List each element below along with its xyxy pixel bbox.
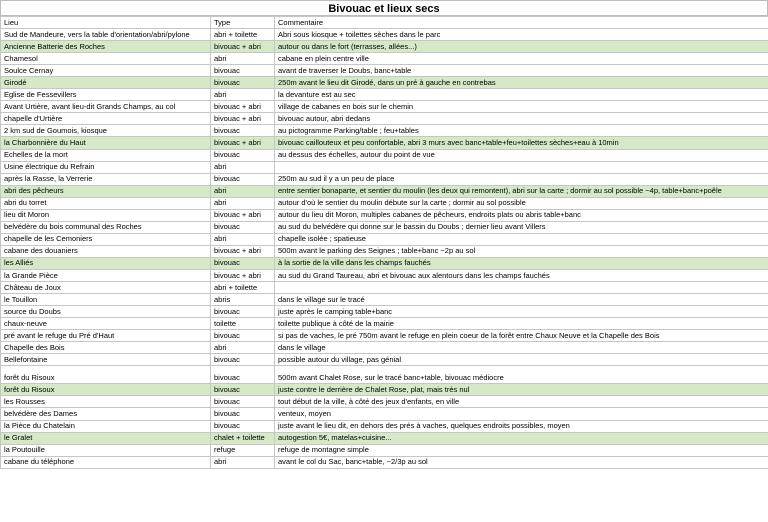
cell-lieu[interactable]: après la Rasse, la Verrerie [1,173,211,185]
table-row [1,420,768,432]
cell-type[interactable]: toilette [211,318,275,330]
cell-type[interactable]: bivouac + abri [211,137,275,149]
cell-type[interactable]: bivouac [211,420,275,432]
cell-commentaire[interactable]: autour d'où le sentier du moulin débute sur la carte ; dormir au sol possible [275,197,768,209]
cell-lieu[interactable]: Avant Urtière, avant lieu-dit Grands Champs, au col [1,101,211,113]
cell-lieu[interactable]: chapelle de les Cemoniers [1,233,211,245]
cell-type[interactable]: abri [211,185,275,197]
cell-lieu[interactable]: belvédère du bois communal des Roches [1,221,211,233]
table-row [1,137,768,149]
table-row [1,173,768,185]
table-row [1,294,768,306]
cell-commentaire[interactable]: autour ou dans le fort (terrasses, allées...) [275,41,768,53]
cell-commentaire[interactable]: juste après le camping table+banc [275,306,768,318]
table-row [1,233,768,245]
cell-lieu[interactable]: forêt du Risoux [1,366,211,384]
table-row [1,53,768,65]
cell-commentaire[interactable]: possible autour du village, pas génial [275,354,768,366]
cell-lieu[interactable]: Chamesol [1,53,211,65]
cell-type[interactable]: bivouac [211,257,275,269]
table-row [1,185,768,197]
table-row [1,306,768,318]
cell-lieu[interactable]: Echelles de la mort [1,149,211,161]
cell-type[interactable]: abri + toilette [211,29,275,41]
cell-type[interactable]: chalet + toilette [211,432,275,444]
cell-type[interactable]: bivouac + abri [211,209,275,221]
cell-type[interactable]: abri + toilette [211,282,275,294]
cell-lieu[interactable]: les Alliés [1,257,211,269]
cell-type[interactable]: abri [211,161,275,173]
cell-lieu[interactable]: le Gralet [1,432,211,444]
cell-commentaire[interactable]: au pictogramme Parking/table ; feu+tables [275,125,768,137]
cell-lieu[interactable]: Girodé [1,77,211,89]
cell-type[interactable]: bivouac [211,306,275,318]
header-row [1,17,768,29]
cell-commentaire[interactable]: au sud du Grand Taureau, abri et bivouac aux alentours dans les champs fauchés [275,269,768,281]
cell-lieu[interactable]: abri des pêcheurs [1,185,211,197]
cell-type[interactable]: abri [211,197,275,209]
table-row [1,197,768,209]
cell-lieu[interactable]: 2 km sud de Goumois, kiosque [1,125,211,137]
table-row [1,149,768,161]
table-row [1,342,768,354]
cell-type[interactable]: bivouac + abri [211,269,275,281]
cell-type[interactable]: abri [211,233,275,245]
table-row [1,384,768,396]
cell-lieu[interactable]: belvédère des Dames [1,408,211,420]
column-header-type: Type [211,17,275,29]
cell-commentaire[interactable]: 250m au sud il y a un peu de place [275,173,768,185]
table-row [1,330,768,342]
cell-lieu[interactable]: la Grande Pièce [1,269,211,281]
cell-type[interactable]: abri [211,89,275,101]
table-row [1,366,768,384]
cell-lieu[interactable]: Eglise de Fessevillers [1,89,211,101]
table-row [1,456,768,468]
cell-type[interactable]: bivouac [211,366,275,384]
cell-lieu[interactable]: forêt du Risoux [1,384,211,396]
cell-commentaire[interactable]: 500m avant le parking des Seignes ; table+banc ~2p au sol [275,245,768,257]
table-row [1,282,768,294]
cell-commentaire[interactable]: à la sortie de la ville dans les champs fauchés [275,257,768,269]
cell-commentaire[interactable]: venteux, moyen [275,408,768,420]
cell-type[interactable]: bivouac [211,173,275,185]
cell-commentaire[interactable]: autour du lieu dit Moron, multiples cabanes de pêcheurs, endroits plats ou abris table+banc [275,209,768,221]
table-row [1,77,768,89]
cell-lieu[interactable]: lieu dit Moron [1,209,211,221]
table-row [1,396,768,408]
table-row [1,161,768,173]
cell-lieu[interactable]: chaux-neuve [1,318,211,330]
cell-lieu[interactable]: Château de Joux [1,282,211,294]
cell-type[interactable]: bivouac + abri [211,101,275,113]
cell-commentaire[interactable]: Abri sous kiosque + toilettes sèches dans le parc [275,29,768,41]
cell-lieu[interactable]: la Poutouille [1,444,211,456]
table-row [1,41,768,53]
cell-type[interactable]: bivouac [211,408,275,420]
table-row [1,209,768,221]
table-row [1,318,768,330]
column-header-commentaire: Commentaire [275,17,768,29]
cell-commentaire[interactable]: chapelle isolée ; spatieuse [275,233,768,245]
cell-commentaire[interactable]: si pas de vaches, le pré 750m avant le refuge en plein coeur de la forêt entre Chaux Neuve et la Chapelle des Bois [275,330,768,342]
cell-type[interactable]: refuge [211,444,275,456]
table-row [1,89,768,101]
cell-lieu[interactable]: le Touillon [1,294,211,306]
cell-type[interactable]: bivouac [211,149,275,161]
cell-commentaire[interactable]: la devanture est au sec [275,89,768,101]
cell-type[interactable]: bivouac + abri [211,113,275,125]
cell-lieu[interactable]: abri du torret [1,197,211,209]
cell-commentaire[interactable]: bivouac autour, abri dedans [275,113,768,125]
table-row [1,245,768,257]
cell-commentaire[interactable]: dans le village [275,342,768,354]
cell-type[interactable]: abri [211,53,275,65]
cell-type[interactable]: bivouac + abri [211,41,275,53]
sheet-title: Bivouac et lieux secs [0,0,768,16]
cell-type[interactable]: bivouac [211,384,275,396]
cell-type[interactable]: bivouac [211,396,275,408]
cell-commentaire[interactable] [275,282,768,294]
cell-lieu[interactable]: la Charbonnière du Haut [1,137,211,149]
cell-commentaire[interactable]: village de cabanes en bois sur le chemin [275,101,768,113]
cell-lieu[interactable]: Soulce Cernay [1,65,211,77]
cell-lieu[interactable]: source du Doubs [1,306,211,318]
table-row [1,408,768,420]
cell-lieu[interactable]: pré avant le refuge du Pré d'Haut [1,330,211,342]
cell-type[interactable]: abri [211,456,275,468]
cell-commentaire[interactable]: refuge de montagne simple [275,444,768,456]
table-row [1,444,768,456]
cell-type[interactable]: bivouac + abri [211,245,275,257]
cell-commentaire[interactable]: autogestion 5€, matelas+cuisine... [275,432,768,444]
table-row [1,221,768,233]
cell-commentaire[interactable]: avant de traverser le Doubs, banc+table [275,65,768,77]
cell-type[interactable]: abri [211,342,275,354]
cell-commentaire[interactable]: au dessus des échelles, autour du point de vue [275,149,768,161]
cell-commentaire[interactable]: juste avant le lieu dit, en dehors des prés à vaches, quelques endroits possibles, moyen [275,420,768,432]
table-row [1,354,768,366]
cell-commentaire[interactable]: toilette publique à côté de la mairie [275,318,768,330]
bivouac-table [0,16,768,469]
cell-type[interactable]: bivouac [211,330,275,342]
table-row [1,432,768,444]
table-row [1,113,768,125]
cell-lieu[interactable]: Sud de Mandeure, vers la table d'orientation/abri/pylone [1,29,211,41]
cell-lieu[interactable]: cabane des douaniers [1,245,211,257]
cell-lieu[interactable]: la Pièce du Chatelain [1,420,211,432]
column-header-lieu: Lieu [1,17,211,29]
cell-commentaire[interactable]: juste contre le derrière de Chalet Rose, plat, mais très nul [275,384,768,396]
cell-commentaire[interactable]: 500m avant Chalet Rose, sur le tracé banc+table, bivouac médiocre [275,366,768,384]
table-row [1,101,768,113]
cell-lieu[interactable]: Usine électrique du Refrain [1,161,211,173]
cell-commentaire[interactable] [275,161,768,173]
cell-commentaire[interactable]: au sud du belvédère qui donne sur le bassin du Doubs ; dernier lieu avant Villers [275,221,768,233]
table-row [1,269,768,281]
cell-commentaire[interactable]: bivouac caillouteux et peu confortable, abri 3 murs avec banc+table+feu+toilettes sèches+eau à 10min [275,137,768,149]
table-row [1,29,768,41]
cell-commentaire[interactable]: avant le col du Sac, banc+table, ~2/3p au sol [275,456,768,468]
cell-type[interactable]: bivouac [211,125,275,137]
cell-commentaire[interactable]: entre sentier bonaparte, et sentier du moulin (les deux qui remontent), abri sur la carte ; dormir au sol possible ~4p, table+banc+poêle [275,185,768,197]
cell-commentaire[interactable]: cabane en plein centre ville [275,53,768,65]
cell-type[interactable]: bivouac [211,77,275,89]
table-row [1,125,768,137]
cell-type[interactable]: bivouac [211,354,275,366]
cell-lieu[interactable]: Chapelle des Bois [1,342,211,354]
cell-lieu[interactable]: les Rousses [1,396,211,408]
table-body [1,29,768,469]
cell-type[interactable]: abris [211,294,275,306]
cell-commentaire[interactable]: tout début de la ville, à côté des jeux d'enfants, en ville [275,396,768,408]
cell-lieu[interactable]: cabane du téléphone [1,456,211,468]
table-row [1,65,768,77]
cell-type[interactable]: bivouac [211,221,275,233]
cell-lieu[interactable]: chapelle d'Urtière [1,113,211,125]
cell-commentaire[interactable]: 250m avant le lieu dit Girodé, dans un pré à gauche en contrebas [275,77,768,89]
cell-lieu[interactable]: Ancienne Batterie des Roches [1,41,211,53]
cell-type[interactable]: bivouac [211,65,275,77]
table-row [1,257,768,269]
cell-commentaire[interactable]: dans le village sur le tracé [275,294,768,306]
cell-lieu[interactable]: Bellefontaine [1,354,211,366]
